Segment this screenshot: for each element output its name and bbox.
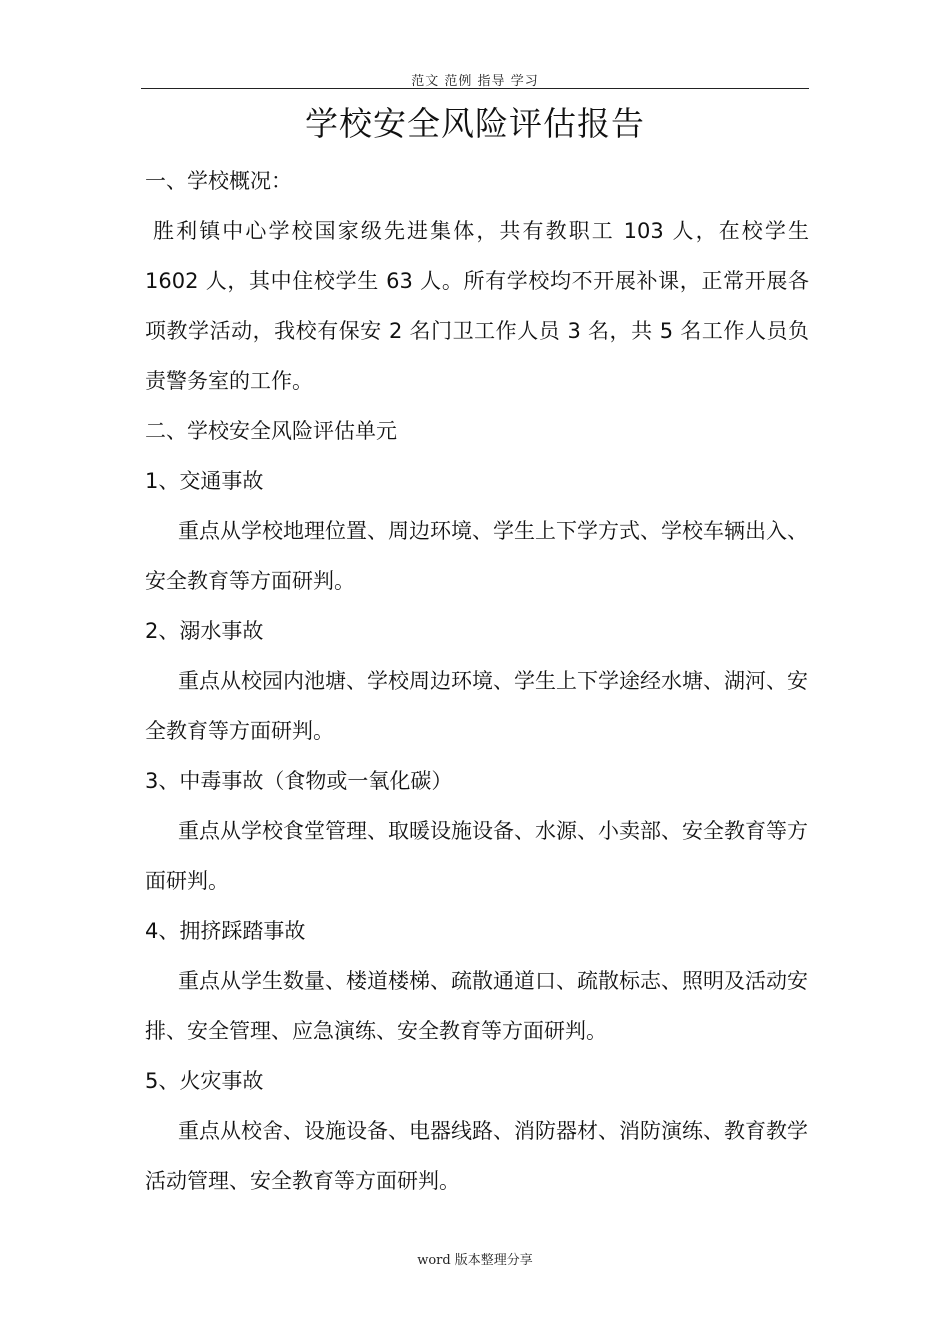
section-heading-risk-units: 二、学校安全风险评估单元 [145, 419, 397, 443]
item-body-stampede: 重点从学生数量、楼道楼梯、疏散通道口、疏散标志、照明及活动安排、安全管理、应急演练、安全教育等方面研判。 [145, 969, 808, 1043]
item-heading-poisoning: 3、中毒事故（食物或一氧化碳） [145, 769, 453, 793]
document-title: 学校安全风险评估报告 [305, 104, 645, 143]
overview-paragraph: 胜利镇中心学校国家级先进集体，共有教职工 103 人，在校学生 1602 人，其中住校学生 63 人。所有学校均不开展补课，正常开展各项教学活动，我校有保安 2 名门卫工作人员 3 名，共 5 名工作人员负责警务室的工作。 [145, 219, 809, 393]
item-heading-drowning: 2、溺水事故 [145, 619, 264, 643]
item-body-drowning: 重点从校园内池塘、学校周边环境、学生上下学途经水塘、湖河、安全教育等方面研判。 [145, 669, 808, 743]
item-heading-fire: 5、火灾事故 [145, 1069, 264, 1093]
page-header: 范文 范例 指导 学习 [411, 74, 539, 89]
section-heading-overview: 一、学校概况： [145, 169, 292, 193]
item-body-traffic: 重点从学校地理位置、周边环境、学生上下学方式、学校车辆出入、安全教育等方面研判。 [145, 519, 808, 593]
page-footer: word 版本整理分享 [417, 1253, 533, 1268]
item-heading-traffic: 1、交通事故 [145, 469, 264, 493]
item-heading-stampede: 4、拥挤踩踏事故 [145, 919, 306, 943]
document-body [145, 156, 809, 1206]
header-divider [141, 88, 809, 89]
item-body-fire: 重点从校舍、设施设备、电器线路、消防器材、消防演练、教育教学活动管理、安全教育等方面研判。 [145, 1119, 808, 1193]
item-body-poisoning: 重点从学校食堂管理、取暖设施设备、水源、小卖部、安全教育等方面研判。 [145, 819, 808, 893]
